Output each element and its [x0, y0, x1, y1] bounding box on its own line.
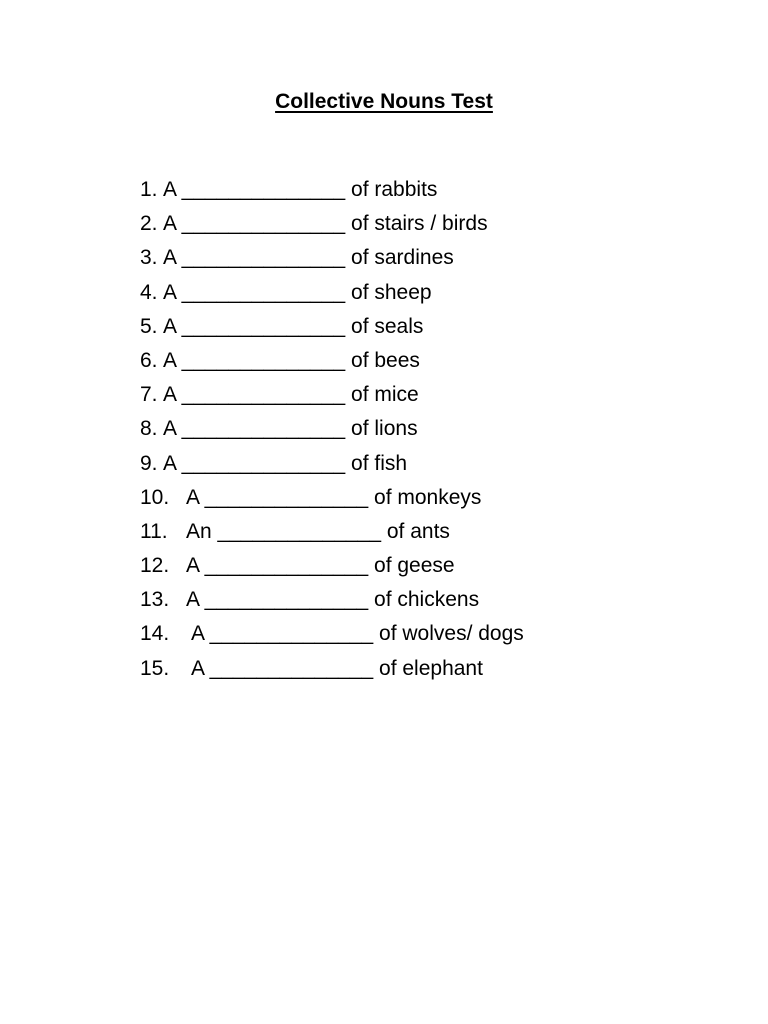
question-text: A ______________ of geese [186, 554, 455, 578]
question-text: A ______________ of rabbits [163, 178, 438, 201]
question-item [140, 449, 524, 483]
question-number: 13. [140, 588, 170, 612]
question-text: A ______________ of fish [163, 451, 408, 475]
question-item [140, 346, 524, 380]
question-number: 4. [140, 280, 158, 304]
question-number: 3. [140, 246, 158, 270]
page-title: Collective Nouns Test [275, 90, 493, 113]
question-text: A ______________ of wolves/ dogs [191, 622, 524, 646]
question-text: A ______________ of bees [163, 348, 420, 372]
question-number: 14. [140, 622, 170, 646]
question-item [140, 483, 524, 517]
question-number: 1. [140, 178, 158, 201]
question-item [140, 654, 524, 688]
question-text: An ______________ of ants [186, 519, 450, 543]
question-text: A ______________ of lions [163, 417, 418, 441]
question-number: 11. [140, 519, 168, 543]
question-number: 12. [140, 554, 170, 578]
question-text: A ______________ of elephant [191, 656, 483, 680]
question-item [140, 278, 524, 312]
question-text: A ______________ of stairs / birds [163, 212, 488, 236]
question-item [140, 209, 524, 243]
question-number: 7. [140, 383, 158, 407]
question-text: A ______________ of seals [163, 314, 424, 338]
question-item [140, 380, 524, 414]
question-number: 5. [140, 314, 158, 338]
question-number: 6. [140, 348, 158, 372]
question-number: 8. [140, 417, 158, 441]
question-item [140, 517, 524, 551]
question-list [140, 175, 524, 688]
question-number: 2. [140, 212, 158, 236]
question-text: A ______________ of chickens [186, 588, 480, 612]
question-item [140, 619, 524, 653]
question-item [140, 175, 524, 209]
question-item [140, 243, 524, 277]
question-item [140, 585, 524, 619]
question-number: 9. [140, 451, 158, 475]
question-text: A ______________ of mice [163, 383, 419, 407]
question-item [140, 414, 524, 448]
question-item [140, 551, 524, 585]
question-text: A ______________ of monkeys [186, 485, 482, 509]
question-number: 15. [140, 656, 170, 680]
question-number: 10. [140, 485, 170, 509]
question-item [140, 312, 524, 346]
question-text: A ______________ of sardines [163, 246, 454, 270]
question-text: A ______________ of sheep [163, 280, 432, 304]
